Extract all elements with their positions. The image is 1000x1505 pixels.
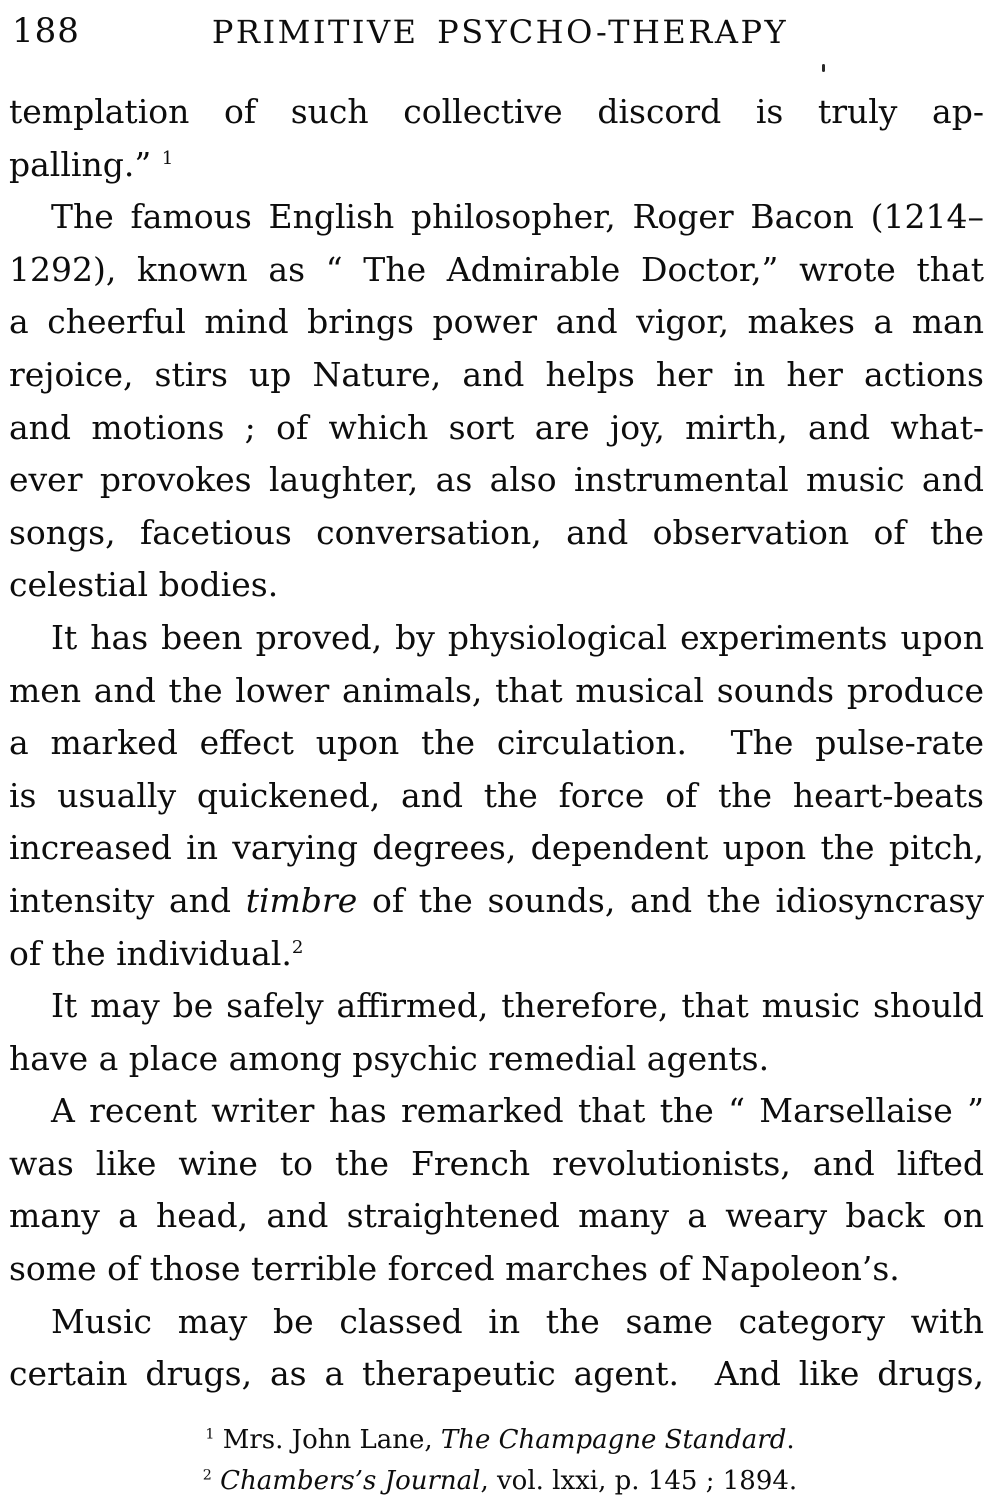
italic-text: The Champagne Standard bbox=[440, 1424, 787, 1455]
text-segment: have a place among psychic remedial agents. bbox=[9, 1038, 770, 1078]
text-line bbox=[9, 1296, 984, 1349]
text-line bbox=[9, 139, 984, 192]
footnote-line bbox=[0, 1461, 1000, 1502]
text-segment: 1292), known as “ The Admirable Doctor,” wrote that bbox=[9, 249, 984, 289]
text-segment: . bbox=[786, 1424, 795, 1455]
text-segment: increased in varying degrees, dependent upon the pitch, bbox=[9, 828, 984, 868]
text-line bbox=[9, 296, 984, 349]
text-line bbox=[9, 1190, 984, 1243]
text-line bbox=[9, 402, 984, 455]
text-line bbox=[9, 1138, 984, 1191]
text-segment: a cheerful mind brings power and vigor, makes a man bbox=[9, 302, 984, 342]
text-segment: some of those terrible forced marches of Napoleon’s. bbox=[9, 1249, 900, 1289]
text-segment: palling.” bbox=[9, 144, 162, 184]
text-line bbox=[9, 1243, 984, 1296]
text-line bbox=[9, 559, 984, 612]
text-segment: is usually quickened, and the force of the heart-beats bbox=[9, 775, 984, 815]
text-segment: It may be safely affirmed, therefore, that music should bbox=[51, 986, 984, 1026]
text-line bbox=[9, 244, 984, 297]
page-header bbox=[0, 0, 1000, 59]
text-segment: many a head, and straightened many a weary back on bbox=[9, 1196, 984, 1236]
text-segment: A recent writer has remarked that the “ Marsellaise ” bbox=[51, 1091, 984, 1131]
text-segment: of the sounds, and the idiosyncrasy bbox=[357, 880, 984, 920]
text-segment: certain drugs, as a therapeutic agent. And like drugs, bbox=[9, 1354, 984, 1394]
italic-text: timbre bbox=[245, 880, 358, 920]
italic-text: Chambers’s Journal bbox=[220, 1465, 481, 1496]
text-line bbox=[9, 507, 984, 560]
text-line bbox=[9, 612, 984, 665]
footnote-marker: 1 bbox=[205, 1426, 215, 1443]
footnote-marker: 2 bbox=[291, 936, 304, 958]
text-line bbox=[9, 1348, 984, 1401]
text-line bbox=[9, 822, 984, 875]
text-line bbox=[9, 1085, 984, 1138]
text-segment bbox=[212, 1466, 220, 1496]
text-line bbox=[9, 1033, 984, 1086]
text-segment: of the individual. bbox=[9, 933, 292, 973]
text-segment: a marked effect upon the circulation. The pulse-rate bbox=[9, 723, 984, 763]
text-segment: The famous English philosopher, Roger Bacon (1214– bbox=[51, 197, 984, 237]
text-segment: Mrs. John Lane, bbox=[214, 1424, 441, 1455]
text-line bbox=[9, 349, 984, 402]
text-segment: men and the lower animals, that musical sounds produce bbox=[9, 670, 984, 710]
text-line bbox=[9, 191, 984, 244]
text-line bbox=[9, 875, 984, 928]
text-segment: templation of such collective discord is truly ap- bbox=[9, 92, 984, 131]
text-line bbox=[9, 717, 984, 770]
text-line bbox=[9, 928, 984, 981]
footnote-marker: 1 bbox=[161, 147, 174, 169]
text-segment: It has been proved, by physiological experiments upon bbox=[51, 617, 984, 657]
text-segment: rejoice, stirs up Nature, and helps her in her actions bbox=[9, 354, 984, 394]
text-segment: songs, facetious conversation, and observation of the bbox=[9, 512, 984, 552]
text-line bbox=[9, 454, 984, 507]
text-line bbox=[9, 980, 984, 1033]
text-segment: was like wine to the French revolutionists, and lifted bbox=[9, 1143, 984, 1183]
text-segment: , vol. lxxi, p. 145 ; 1894. bbox=[480, 1465, 798, 1496]
text-segment: ever provokes laughter, as also instrumental music and bbox=[9, 460, 984, 500]
body-text bbox=[0, 86, 1000, 1401]
text-segment: Music may be classed in the same category with bbox=[51, 1301, 984, 1341]
footnote-marker: 2 bbox=[202, 1467, 212, 1484]
text-segment: and motions ; of which sort are joy, mirth, and what- bbox=[9, 407, 984, 447]
text-segment: celestial bodies. bbox=[9, 565, 279, 605]
footnotes bbox=[0, 1420, 1000, 1502]
text-line bbox=[9, 665, 984, 718]
scan-speck bbox=[822, 64, 825, 72]
text-segment: intensity and bbox=[9, 880, 246, 920]
text-line bbox=[9, 86, 984, 139]
footnote-line bbox=[0, 1420, 1000, 1461]
page-number: 188 bbox=[12, 11, 80, 51]
text-line bbox=[9, 770, 984, 823]
running-title: PRIMITIVE PSYCHO-THERAPY bbox=[211, 13, 789, 51]
